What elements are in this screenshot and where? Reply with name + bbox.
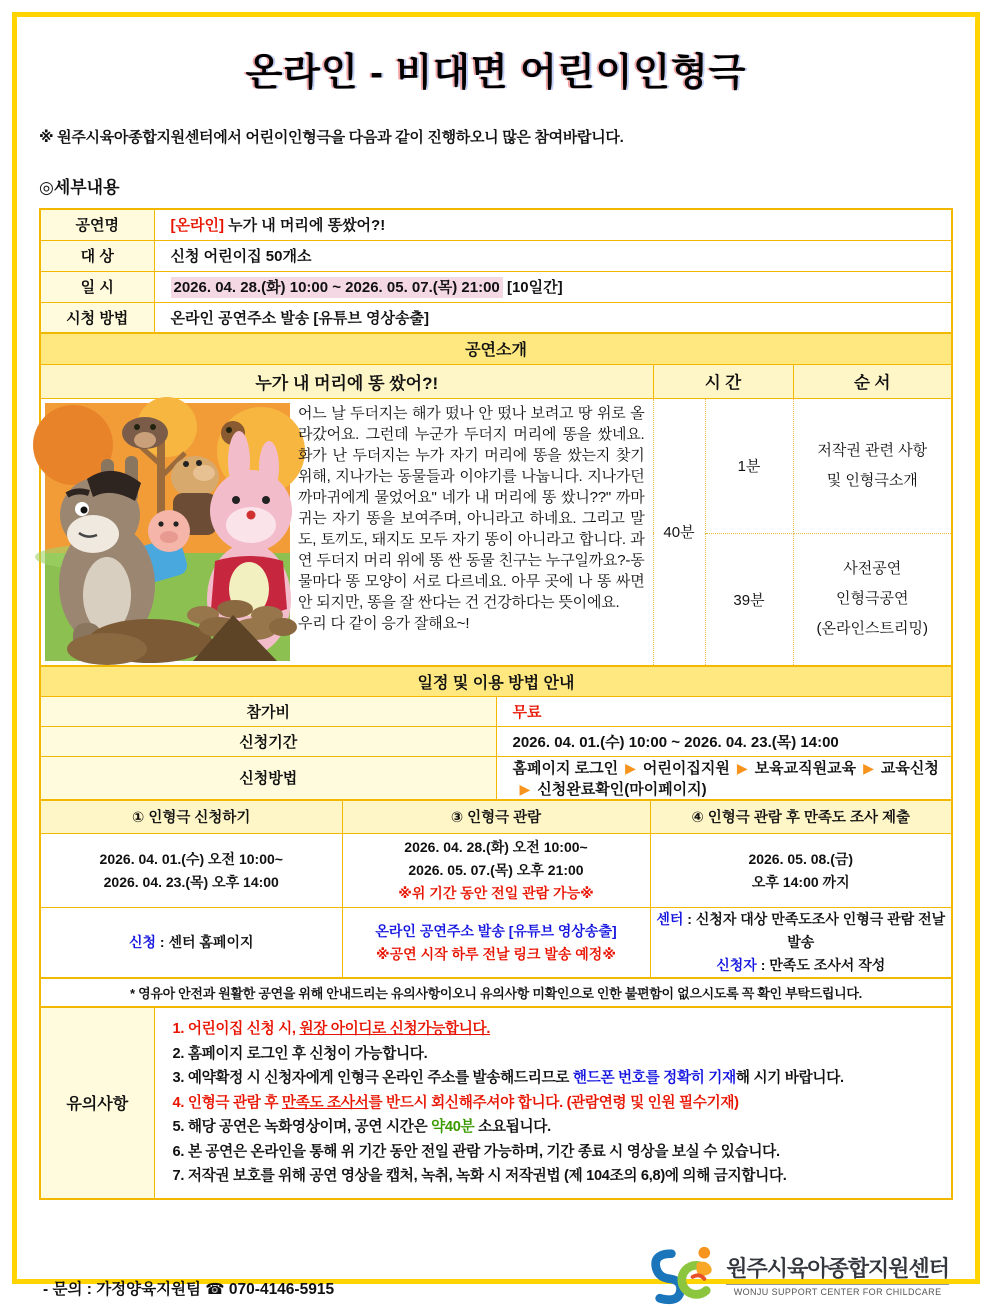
arrow-right-icon: ▶ <box>519 780 531 797</box>
notice-text: 5. 해당 공연은 녹화영상이며, 공연 시간은 <box>172 1119 432 1135</box>
segment1-time: 1분 <box>705 398 793 533</box>
notice-item: 6. 본 공연은 온라인을 통해 위 기간 동안 전일 관람 가능하며, 기간 종료 시 영상을 보실 수 있습니다. <box>172 1143 780 1160</box>
show-name: 누가 내 머리에 똥쌌어?! <box>223 217 386 235</box>
date-suffix: [10일간] <box>502 279 563 296</box>
table-row <box>40 302 952 333</box>
safety-note-row <box>39 977 953 1008</box>
table-row <box>40 240 952 271</box>
step2-header: ③ 인형극 관람 <box>342 800 650 834</box>
applicant-label: 신청자 <box>716 957 757 973</box>
notice-item <box>173 1115 944 1140</box>
table-row <box>40 271 952 302</box>
table-row <box>40 726 952 756</box>
applicant-value: : 만족도 조사서 작성 <box>756 957 886 973</box>
table-row <box>40 696 952 726</box>
table-row <box>40 209 952 240</box>
notice-item <box>173 1066 944 1091</box>
footer <box>39 1244 953 1306</box>
apply-label: 신청 <box>128 934 157 950</box>
segment1-desc-line2: 및 인형극소개 <box>826 471 918 489</box>
arrow-right-icon: ▶ <box>863 759 874 776</box>
segment2-time: 39분 <box>705 533 793 666</box>
time-column-header: 시 간 <box>653 364 793 398</box>
method-step: 신청완료확인(마이페이지) <box>537 780 707 798</box>
step3-header: ④ 인형극 관람 후 만족도 조사 제출 <box>650 800 952 834</box>
method-step: 홈페이지 로그인 <box>512 759 619 777</box>
notice-emphasis: 핸드폰 번호를 정확히 기재 <box>572 1070 736 1086</box>
segment1-desc-line1: 저작권 관련 사항 <box>817 441 928 459</box>
period-label: 신청기간 <box>40 726 496 756</box>
step2-period-line2: 2026. 05. 07.(목) 오후 21:00 <box>408 862 584 878</box>
notices-list <box>154 1007 952 1199</box>
row-label: 일 시 <box>40 271 154 302</box>
step3-detail <box>650 908 952 979</box>
section-header-schedule: 일정 및 이용 방법 안내 <box>40 666 952 696</box>
segment2-desc-line3: (온라인스트리밍) <box>816 620 928 638</box>
table-row <box>40 756 952 800</box>
notice-item: 2. 홈페이지 로그인 후 신청이 가능합니다. <box>172 1045 428 1062</box>
link-send-note: ※공연 시작 하루 전날 링크 발송 예정※ <box>376 945 616 962</box>
row-label: 시청 방법 <box>40 302 154 333</box>
method-step: 어린이집지원 <box>642 759 730 777</box>
document-frame <box>12 12 980 1298</box>
page-title: 온라인 - 비대면 어린이인형극 <box>245 52 747 94</box>
notice-text: 소요됩니다. <box>474 1119 551 1135</box>
notice-text: 를 반드시 회신해주셔야 합니다. (관람연령 및 인원 필수기재) <box>368 1094 739 1111</box>
order-column-header: 순 서 <box>793 364 952 398</box>
notice-item: 7. 저작권 보호를 위해 공연 영상을 캡처, 녹취, 녹화 시 저작권법 (제 104조의 6,8)에 의해 금지합니다. <box>172 1168 787 1184</box>
step1-header: ① 인형극 신청하기 <box>40 800 342 834</box>
notice-text: 1. 어린이집 신청 시, <box>172 1021 300 1037</box>
safety-note-text: * 영유아 안전과 원활한 공연을 위해 안내드리는 유의사항이오니 유의사항 미확인으로 인한 불편함이 없으시도록 꼭 확인 부탁드립니다. <box>40 978 952 1007</box>
step2-detail <box>342 908 650 979</box>
step1-period-line2: 2026. 04. 23.(목) 오후 14:00 <box>103 873 279 890</box>
schedule-table <box>39 665 953 801</box>
arrow-right-icon: ▶ <box>625 759 636 776</box>
story-text <box>298 403 649 634</box>
notice-underline: 원장 아이디로 신청가능합니다. <box>299 1021 491 1037</box>
details-heading: ◎세부내용 <box>39 178 120 197</box>
segment2-desc <box>793 533 952 666</box>
step1-period <box>40 834 342 908</box>
puppet-show-photo <box>45 403 290 661</box>
show-description-cell <box>40 398 653 666</box>
fee-value: 무료 <box>496 696 952 726</box>
row-label: 대 상 <box>40 240 154 271</box>
step3-period <box>650 834 952 908</box>
row-value: 온라인 공연주소 발송 [유튜브 영상송출] <box>154 302 952 333</box>
performance-info-table <box>39 208 953 334</box>
center-value: : 신청자 대상 만족도조사 인형극 관람 전날 발송 <box>683 911 946 950</box>
method-step: 교육신청 <box>880 759 939 777</box>
period-value: 2026. 04. 01.(수) 10:00 ~ 2026. 04. 23.(목) 14:00 <box>496 726 952 756</box>
story-closing-line: 우리 다 같이 응가 잘해요~! <box>298 614 470 632</box>
notice-underline: 만족도 조사서 <box>281 1094 369 1111</box>
step2-period-note: ※위 기간 동안 전일 관람 가능※ <box>398 885 594 901</box>
application-steps-table <box>39 799 953 980</box>
org-name: 원주시육아종합지원센터 <box>726 1256 949 1281</box>
notices-label: 유의사항 <box>40 1007 154 1199</box>
fee-label: 참가비 <box>40 696 496 726</box>
date-highlight: 2026. 04. 28.(화) 10:00 ~ 2026. 05. 07.(목) 21:00 <box>171 277 503 298</box>
intro-note: ※ 원주시육아종합지원센터에서 어린이인형극을 다음과 같이 진행하오니 많은 참여바랍니다. <box>39 129 624 146</box>
method-steps <box>496 756 952 800</box>
row-value <box>154 271 952 302</box>
show-intro-table <box>39 332 953 667</box>
segment2-desc-line1: 사전공연 <box>843 560 902 578</box>
step3-period-line2: 오후 14:00 까지 <box>751 873 850 890</box>
link-send-line: 온라인 공연주소 발송 [유튜브 영상송출] <box>375 922 617 939</box>
step3-period-line1: 2026. 05. 08.(금) <box>748 850 854 867</box>
method-label: 신청방법 <box>40 756 496 800</box>
org-logo <box>646 1244 949 1306</box>
notice-item <box>173 1017 944 1042</box>
method-step: 보육교직원교육 <box>754 759 857 777</box>
step1-period-line1: 2026. 04. 01.(수) 오전 10:00~ <box>99 850 283 867</box>
row-value <box>154 209 952 240</box>
contact-info: - 문의 : 가정양육지원팀 ☎ 070-4146-5915 <box>43 1280 335 1298</box>
step1-detail <box>40 908 342 979</box>
notice-text: 3. 예약확정 시 신청자에게 인형극 온라인 주소를 발송해드리므로 <box>172 1070 573 1086</box>
notice-text: 4. 인형극 관람 후 <box>172 1094 282 1111</box>
section-header-show-intro: 공연소개 <box>40 333 952 364</box>
notice-item <box>173 1091 944 1116</box>
notice-text: 해 시기 바랍니다. <box>735 1070 844 1086</box>
notice-duration: 약40분 <box>431 1119 475 1135</box>
story-paragraph: 어느 날 두더지는 해가 떴나 안 떴나 보려고 땅 위로 올라갔어요. 그런데 누군가 두더지 머리에 똥을 쌌네요. 화가 난 두더지는 누가 자기 머리에 똥을 쌌는지 찾기 위해, 지나가는 동물들과 이야기를 나눕니다. 지나가던 까마귀에게 물었어요" 네가 내 머리에 똥 쌌니??" 까마귀는 자기 똥을 보여주며, 아니라고 하네요. 그리고 말도, 토끼도, 돼지도 모두 자기 똥이 아니라고 합니다. 과연 두더지 머리 위에 똥 싼 동물 친구는 누구일까요?-동물마다 똥 모양이 서로 다르네요. 아무 곳에 나 똥 싸면 안 되지만, 똥을 잘 싼다는 건 건강하다는 뜻이에요. <box>298 404 645 611</box>
org-logo-mark-icon <box>646 1244 718 1306</box>
org-name-en: WONJU SUPPORT CENTER FOR CHILDCARE <box>726 1284 949 1297</box>
show-title-header: 누가 내 머리에 똥 쌌어?! <box>40 364 653 398</box>
center-label: 센터 <box>656 911 684 927</box>
step2-period-line1: 2026. 04. 28.(화) 오전 10:00~ <box>404 839 588 855</box>
total-time-cell: 40분 <box>653 398 705 666</box>
segment1-desc <box>793 398 952 533</box>
arrow-right-icon: ▶ <box>736 759 748 776</box>
apply-value: : 센터 홈페이지 <box>156 934 254 950</box>
online-tag: [온라인] <box>170 217 224 235</box>
step2-period <box>342 834 650 908</box>
notices-table <box>39 1006 953 1200</box>
segment2-desc-line2: 인형극공연 <box>836 590 909 608</box>
row-value: 신청 어린이집 50개소 <box>154 240 952 271</box>
row-label: 공연명 <box>40 209 154 240</box>
